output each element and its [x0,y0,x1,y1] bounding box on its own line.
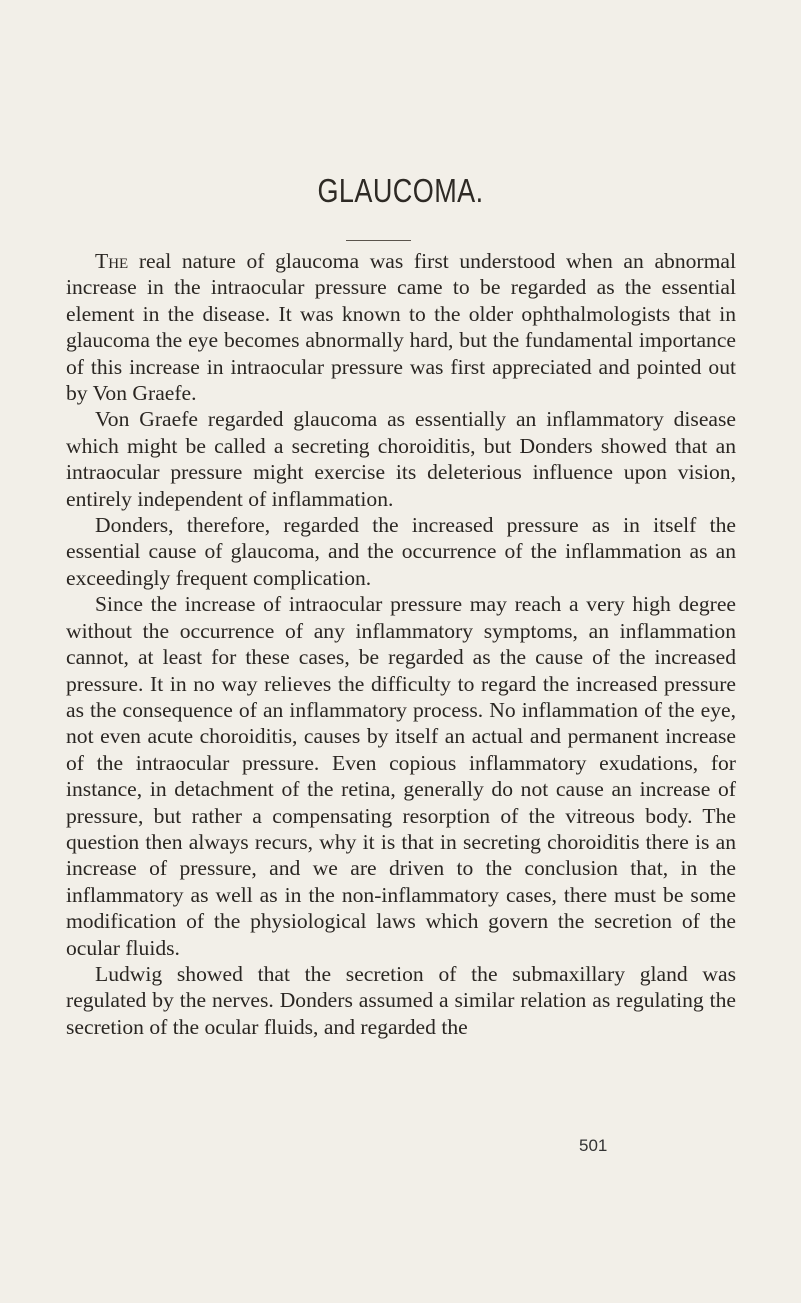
body-text [66,248,736,1040]
paragraph-1 [66,248,736,406]
paragraph-text: Von Graefe regarded glaucoma as essentially an inflammatory disease which might be called a secreting choroiditis, but Donders showed that an intraocular pressure might exercise its deleterious influence upon vision, entirely independent of inflammation. [66,407,736,511]
paragraph-lead-word: The [95,249,129,273]
paragraph-5 [66,961,736,1040]
paragraph-text: Ludwig showed that the secretion of the submaxillary gland was regulated by the nerves. Donders assumed a similar relation as regulating the secretion of the ocular fluids, and regarded the [66,961,736,1039]
paragraph-text: real nature of glaucoma was first understood when an abnormal increase in the intraocular pressure came to be regarded as the essential element in the disease. It was known to the older ophthalmologists that in glaucoma the eye becomes abnormally hard, but the fundamental importance of this increase in intraocular pressure was first appreciated and pointed out by Von Graefe. [66,249,736,406]
paragraph-text: Since the increase of intraocular pressure may reach a very high degree without the occurrence of any inflammatory symptoms, an inflammation cannot, at least for these cases, be regarded as the cause of the increased pressure. It in no way relieves the difficulty to regard the increased pressure as the consequence of an inflammatory process. No inflammation of the eye, not even acute choroiditis, causes by itself an actual and permanent increase of the intraocular pressure. Even copious inflammatory exudations, for instance, in detachment of the retina, generally do not cause an increase of pressure, but rather a compensating resorption of the vitreous body. The question then always recurs, why it is that in secreting choroiditis there is an increase of pressure, and we are driven to the conclusion that, in the inflammatory as well as in the non-inflammatory cases, there must be some modification of the physiological laws which govern the secretion of the ocular fluids. [66,592,736,960]
paragraph-3 [66,512,736,591]
paragraph-2 [66,406,736,512]
chapter-title: GLAUCOMA. [317,172,484,209]
title-divider [346,240,411,241]
paragraph-text: Donders, therefore, regarded the increased pressure as in itself the essential cause of glaucoma, and the occurrence of the inflammation as an exceedingly frequent complication. [66,513,736,590]
paragraph-4 [66,591,736,961]
page-number: 501 [579,1136,608,1155]
